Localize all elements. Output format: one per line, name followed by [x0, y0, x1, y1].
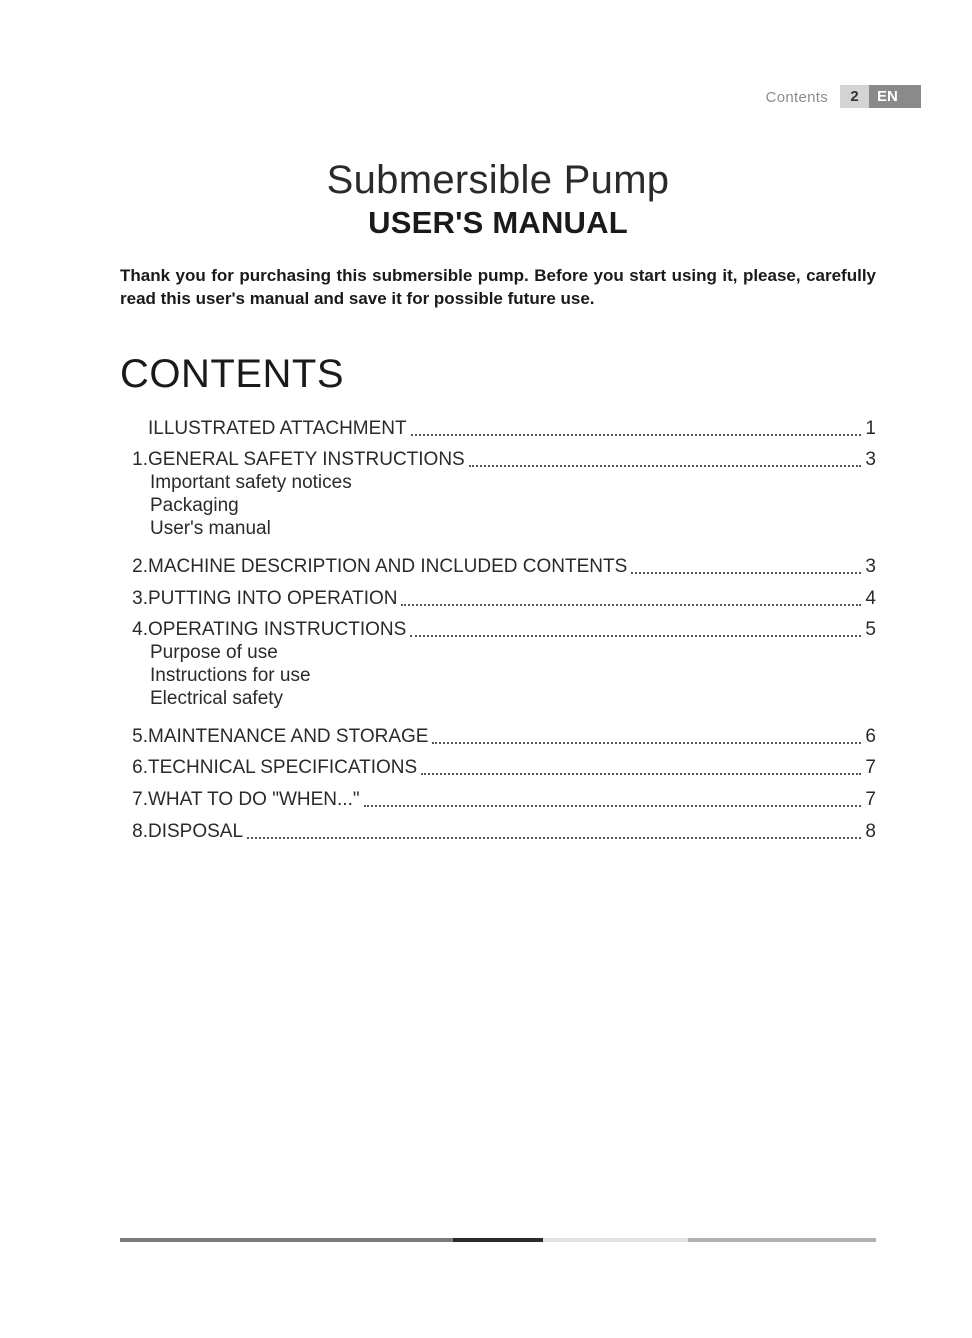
- footer-rule-segment: [688, 1238, 876, 1242]
- toc-entry-number: 7.: [132, 789, 148, 810]
- toc-entry-label: DISPOSAL: [148, 821, 244, 842]
- toc-entry: [120, 757, 876, 779]
- toc-entry-number: 5.: [132, 726, 148, 747]
- toc-dot-leader: [247, 837, 861, 839]
- contents-heading: CONTENTS: [120, 352, 344, 396]
- toc-subentry: Electrical safety: [150, 688, 284, 709]
- header-language-tag: EN: [869, 85, 921, 108]
- toc-dot-leader: [410, 635, 861, 637]
- toc-entry: [120, 556, 876, 578]
- toc-entry-page: 6: [865, 726, 876, 747]
- toc-entry: [120, 726, 876, 748]
- toc-entry-number: 4.: [132, 619, 148, 640]
- toc-entry: [120, 418, 876, 440]
- toc-entry: [120, 588, 876, 610]
- toc-entry-label: GENERAL SAFETY INSTRUCTIONS: [148, 449, 465, 470]
- header-section-label: Contents: [765, 89, 828, 106]
- toc-entry-page: 4: [865, 588, 876, 609]
- toc-entry-page: 8: [865, 821, 876, 842]
- toc-entry-number: 8.: [132, 821, 148, 842]
- toc-dot-leader: [631, 572, 861, 574]
- document-title: Submersible Pump: [326, 158, 670, 202]
- toc-entry-number: 6.: [132, 757, 148, 778]
- toc-entry-page: 3: [865, 556, 876, 577]
- footer-rule-segment: [543, 1238, 688, 1242]
- page-header: [766, 85, 921, 108]
- toc-entry: [120, 821, 876, 843]
- toc-dot-leader: [469, 465, 862, 467]
- intro-paragraph: Thank you for purchasing this submersible pump. Before you start using it, please, carefully read this user's manual and save it for possible future use.: [120, 266, 876, 308]
- toc-subentry: Purpose of use: [150, 642, 278, 663]
- toc-dot-leader: [401, 604, 861, 606]
- toc-entry-page: 7: [865, 789, 876, 810]
- toc-subentry: User's manual: [150, 518, 271, 539]
- toc-entry-label: ILLUSTRATED ATTACHMENT: [148, 418, 407, 439]
- toc-entry-label: MAINTENANCE AND STORAGE: [148, 726, 429, 747]
- toc-dot-leader: [432, 742, 861, 744]
- footer-rule-segment: [453, 1238, 543, 1242]
- toc-entry: [120, 789, 876, 811]
- toc-entry-number: 2.: [132, 556, 148, 577]
- toc-entry-page: 7: [865, 757, 876, 778]
- toc-entry-label: TECHNICAL SPECIFICATIONS: [148, 757, 418, 778]
- toc-entry-label: PUTTING INTO OPERATION: [148, 588, 398, 609]
- toc-entry-label: MACHINE DESCRIPTION AND INCLUDED CONTENTS: [148, 556, 628, 577]
- document-subtitle: USER'S MANUAL: [368, 205, 628, 240]
- toc-entry-number: 1.: [132, 449, 148, 470]
- toc-entry-label: WHAT TO DO "WHEN...": [148, 789, 360, 810]
- footer-rule-segment: [120, 1238, 453, 1242]
- toc-subentry: Instructions for use: [150, 665, 311, 686]
- toc-entry: [120, 619, 876, 641]
- toc-entry-number: 3.: [132, 588, 148, 609]
- toc-subentry: Important safety notices: [150, 472, 352, 493]
- toc-dot-leader: [421, 773, 861, 775]
- toc-entry-label: OPERATING INSTRUCTIONS: [148, 619, 407, 640]
- toc-entry-page: 1: [865, 418, 876, 439]
- toc-dot-leader: [411, 434, 862, 436]
- toc-entry-page: 5: [865, 619, 876, 640]
- toc-dot-leader: [364, 805, 862, 807]
- toc-entry: [120, 449, 876, 471]
- toc-entry-page: 3: [865, 449, 876, 470]
- header-page-number: 2: [840, 85, 869, 108]
- toc-subentry: Packaging: [150, 495, 239, 516]
